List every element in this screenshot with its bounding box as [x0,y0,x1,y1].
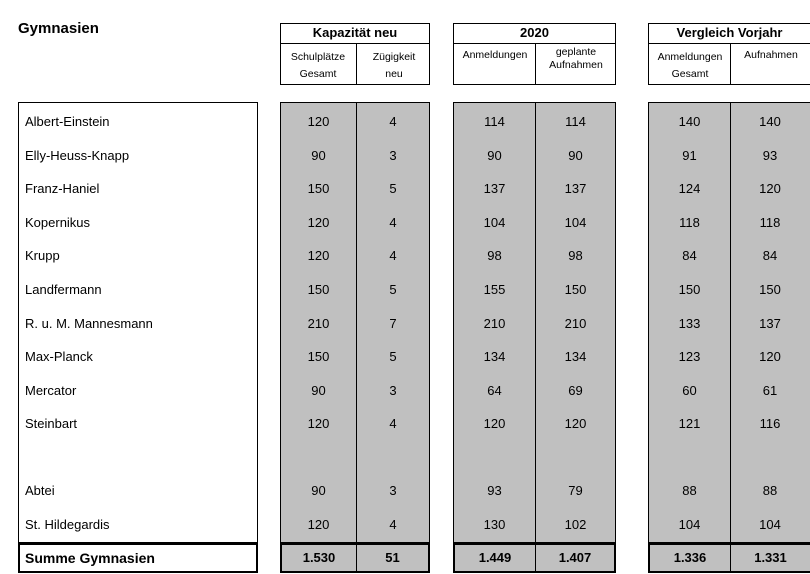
school-name: Mercator [25,383,77,398]
table-cell: 4 [389,114,397,129]
group-label: Kapazität neu [281,24,429,44]
table-cell: 116 [759,416,781,431]
table-cell: 84 [762,248,778,263]
table-cell: 155 [483,282,506,297]
table-cell: 150 [678,282,701,297]
school-name: Krupp [25,248,60,263]
table-cell: 118 [679,215,700,230]
table-cell: 98 [487,248,502,263]
group-label: Vergleich Vorjahr [649,24,810,44]
table-cell: 90 [311,383,326,398]
data-block-kapazitaet [280,102,430,543]
table-cell: 120 [307,248,330,263]
table-cell: 123 [678,349,701,364]
table-cell: 137 [483,181,506,196]
table-cell: 120 [759,181,781,196]
table-cell: 120 [564,416,587,431]
table-cell: 120 [307,517,330,532]
page-title: Gymnasien [18,20,99,37]
school-name: Kopernikus [25,215,91,230]
table-cell: 90 [568,148,583,163]
table-cell: 104 [678,517,701,532]
table-cell: 4 [389,248,397,263]
table-cell: 84 [682,248,697,263]
table-cell: 7 [389,316,397,331]
total-value: 51 [385,550,400,565]
table-cell: 118 [759,215,781,230]
table-cell: 90 [311,483,326,498]
table-cell: 120 [483,416,506,431]
table-cell: 134 [564,349,587,364]
school-name: Landfermann [25,282,102,297]
table-cell: 79 [568,483,583,498]
column-header-anmeldungen-gesamt: Anmeldungen Gesamt [657,51,723,80]
column-header-aufnahmen: Aufnahmen [744,49,798,61]
table-cell: 137 [564,181,587,196]
table-cell: 150 [307,181,330,196]
table-cell: 140 [678,114,701,129]
total-value: 1.331 [754,550,787,565]
table-cell: 90 [311,148,326,163]
school-name: Max-Planck [25,349,93,364]
table-cell: 104 [483,215,506,230]
table-cell: 120 [307,114,330,129]
column-header-schulplaetze: Schulplätze Gesamt [290,51,346,80]
total-row-label: Summe Gymnasien [18,543,258,573]
column-header-anmeldungen: Anmeldungen [462,49,528,61]
total-value: 1.530 [302,550,336,565]
table-cell: 120 [307,416,330,431]
table-cell: 3 [389,483,397,498]
table-cell: 64 [487,383,502,398]
table-cell: 137 [759,316,781,331]
table-cell: 150 [307,349,330,364]
data-block-vorjahr [648,102,810,543]
table-cell: 102 [564,517,587,532]
table-cell: 61 [762,383,778,398]
table-cell: 104 [564,215,587,230]
school-name: R. u. M. Mannesmann [25,316,153,331]
data-block-2020 [453,102,616,543]
total-block-2020 [453,543,616,573]
school-name: Franz-Haniel [25,181,100,196]
table-cell: 120 [759,349,781,364]
total-block-kapazitaet [280,543,430,573]
school-name: Albert-Einstein [25,114,110,129]
total-block-vorjahr [648,543,810,573]
total-value: 1.449 [478,550,512,565]
table-cell: 210 [483,316,506,331]
table-cell: 90 [487,148,502,163]
table-cell: 4 [389,517,397,532]
table-cell: 93 [762,148,778,163]
table-cell: 130 [483,517,506,532]
table-cell: 60 [682,383,697,398]
table-cell: 5 [389,181,397,196]
table-cell: 124 [678,181,701,196]
table-cell: 3 [389,383,397,398]
school-name: Abtei [25,483,55,498]
table-cell: 93 [487,483,502,498]
table-cell: 134 [483,349,506,364]
table-cell: 88 [762,483,778,498]
table-cell: 69 [568,383,583,398]
table-cell: 3 [389,148,397,163]
header-group-kapazitaet [280,23,430,85]
school-name: St. Hildegardis [25,517,110,532]
table-cell: 121 [678,416,701,431]
school-name: Elly-Heuss-Knapp [25,148,130,163]
group-label: 2020 [454,24,615,44]
table-cell: 5 [389,349,397,364]
total-value: 1.336 [673,550,707,565]
table-cell: 150 [307,282,330,297]
table-cell: 120 [307,215,330,230]
table-cell: 140 [759,114,781,129]
table-cell: 210 [564,316,587,331]
table-cell: 150 [564,282,587,297]
header-group-vorjahr [648,23,810,85]
table-cell: 104 [759,517,781,532]
table-cell: 133 [678,316,701,331]
table-cell: 98 [568,248,583,263]
table-cell: 150 [759,282,781,297]
total-value: 1.407 [558,550,592,565]
column-header-geplante-aufnahmen: geplante Aufnahmen [549,46,603,71]
table-cell: 91 [682,148,697,163]
header-group-2020 [453,23,616,85]
table-cell: 4 [389,215,397,230]
column-header-zuegigkeit: Zügigkeit neu [372,51,416,80]
table-cell: 88 [682,483,697,498]
table-cell: 114 [484,114,505,129]
table-cell: 5 [389,282,397,297]
school-name-column [18,102,258,543]
table-cell: 114 [565,114,586,129]
school-name: Steinbart [25,416,78,431]
table-cell: 4 [389,416,397,431]
table-cell: 210 [307,316,330,331]
